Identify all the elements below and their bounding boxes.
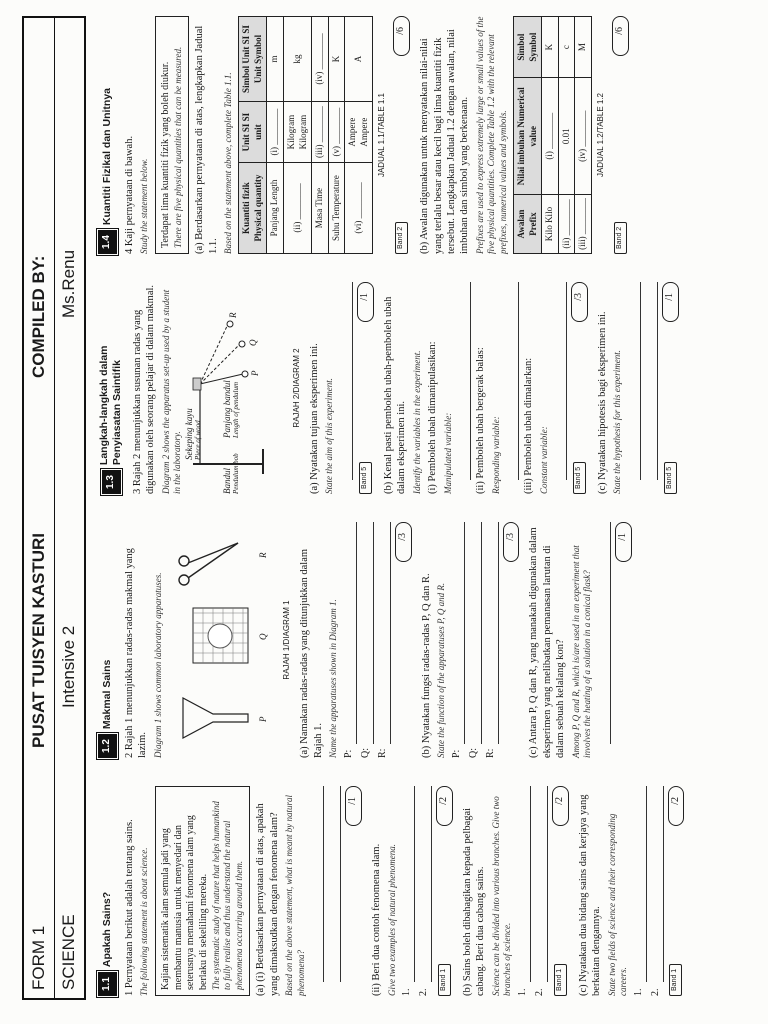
section-number: 1.4: [98, 230, 117, 254]
label-p: P: [258, 716, 269, 722]
question-1a-en: Based on the above statement, what is meant by natural phenomena?: [284, 795, 306, 996]
mark-box: /6: [612, 16, 629, 56]
column-1: [96, 786, 754, 996]
band-badge: Band 2: [395, 222, 408, 254]
mark-box: /1: [357, 282, 374, 322]
section-1-1-heading: [98, 786, 117, 996]
question-3b-iii: (iii) Pemboleh ubah dimalarkan:: [523, 357, 535, 494]
statement-ms: Kajian sistematik alam semula jadi yang membantu manusia untuk menyedari dan seterusnya memahami fenomena alam yang berlaku di sekeliling mereka.: [159, 815, 210, 990]
question-3b-i: (i) Pemboleh ubah dimanipulasikan:: [427, 341, 439, 494]
funnel-icon: [183, 698, 248, 738]
answer-line-q[interactable]: Q:: [467, 522, 482, 744]
column-4: [96, 16, 754, 254]
question-1c-en: State two fields of science and their corresponding careers.: [606, 813, 629, 996]
answer-line-p[interactable]: P:: [450, 522, 465, 744]
band-badge: Band 1: [554, 964, 567, 996]
answer-line[interactable]: [309, 786, 324, 982]
module-label: Intensive 2: [59, 625, 78, 708]
question-4-en: Study the statement below.: [139, 158, 150, 254]
band-badge: Band 5: [359, 462, 372, 494]
centre-name: PUSAT TUISYEN KASTURI: [29, 532, 48, 748]
column-2: [96, 522, 754, 758]
question-4b-en: Prefixes are used to express extremely large or small values of the five physical quantities. Complete Table 1.2 with the relevant prefixes, numerical values and symbols.: [474, 16, 508, 254]
band-badge: Band 5: [573, 462, 586, 494]
section-title: Kuantiti Fizikal dan Unitnya: [100, 87, 113, 226]
header-row-2: [54, 18, 84, 998]
question-2c: (c) Antara P, Q dan R, yang manakah digunakan dalam eksperimen yang melibatkan pemanasan larutan di dalam sebuah kelalang kon?: [528, 527, 567, 758]
table-1-1: Kuantiti fizik Physical quantity Unit SI SI unit Simbol Unit SI SI Unit Symbol Panjang Length (i) ________ m (ii) ________ Kilogram Kilogram kg Masa Time (iii) ________ (iv) ________ Suhu Temperature (v) ________ K (vi) ________ Ampere Ampere A: [238, 16, 373, 254]
mark-box: /3: [571, 282, 588, 322]
answer-line-p[interactable]: P:: [342, 522, 357, 744]
diagram-1-caption: RAJAH 1/DIAGRAM 1: [282, 600, 292, 680]
table-1-2-caption: JADUAL 1.2/TABLE 1.2: [596, 92, 605, 178]
answer-line[interactable]: 2.: [649, 786, 664, 982]
band-badge: Band 5: [664, 462, 677, 494]
table-row: Suhu Temperature (v) ________ K: [328, 17, 345, 254]
table-row: Kilo Kilo (i) ________ K: [542, 17, 559, 254]
answer-line-q[interactable]: Q:: [359, 522, 374, 744]
question-4a: (a) Berdasarkan pernyataan di atas, lengkapkan Jadual 1.1.: [194, 25, 219, 254]
question-3b-iii-en: Constant variable:: [538, 426, 549, 494]
question-2c-en: Among P, Q and R, which is/are used in an experiment that involves the heating of a solution in a conical flask?: [570, 545, 593, 758]
answer-line[interactable]: 1.: [400, 786, 415, 982]
mark-box: /1: [615, 522, 632, 562]
form-label: FORM 1: [29, 925, 48, 990]
question-1a-ii-en: Give two examples of natural phenomena.: [386, 844, 397, 996]
header-row-1: [24, 18, 55, 998]
question-1a-ii: (ii) Beri dua contoh fenomena alam.: [371, 843, 383, 996]
question-4: 4 Kaji pernyataan di bawah.: [123, 135, 135, 254]
table-row: (iii) ________ (iv) ________ M: [575, 17, 592, 254]
question-4b: (b) Awalan digunakan untuk menyatakan nilai-nilai yang terlalu besar atau kecil bagi lima kuantiti fizik tersebut. Lengkapkan Jadual 1.2 dengan awalan, nilai imbuhan dan simbol yang berkenaan.: [419, 29, 471, 254]
question-2b: (b) Nyatakan fungsi radas-radas P, Q dan R.: [420, 573, 432, 758]
section-number: 1.2: [98, 734, 117, 758]
question-4a-en: Based on the statement above, complete Table 1.1.: [222, 72, 233, 254]
section-number: 1.3: [102, 470, 121, 494]
question-1: 1 Pernyataan berikut adalah tentang sains.: [123, 819, 135, 996]
statement-en: The systematic study of nature that helps humankind to fully realise and thus understand the natural phenomena occurring around them.: [210, 801, 244, 990]
compiler-name: Ms.Renu: [59, 249, 78, 318]
statement-box: [155, 786, 251, 996]
statement-ms: Terdapat lima kuantiti fizik yang boleh diukur.: [159, 61, 171, 248]
answer-line[interactable]: [504, 282, 519, 480]
question-3b-ii-en: Responding variable:: [490, 416, 501, 494]
answer-line[interactable]: [643, 282, 658, 480]
answer-line[interactable]: 2.: [417, 786, 432, 982]
question-1b-en: Science can be divided into various branches. Give two branches of science.: [490, 796, 513, 996]
statement-box: [155, 16, 189, 254]
answer-line[interactable]: [552, 282, 567, 480]
question-2: 2 Rajah 1 menunjukkan radas-radas makmal yang lazim.: [123, 548, 149, 758]
section-1-4-heading: [98, 16, 117, 254]
mark-box: /1: [662, 282, 679, 322]
answer-line[interactable]: 2.: [533, 786, 548, 982]
question-3b-ii: (ii) Pemboleh ubah bergerak balas:: [475, 347, 487, 494]
answer-line[interactable]: 1.: [632, 786, 647, 982]
table-row: (ii) ________ Kilogram Kilogram kg: [284, 17, 312, 254]
mark-box: /1: [345, 786, 362, 826]
pendulum-bob-icon: [242, 371, 248, 377]
question-3b-en: Identify the variables in the experiment.: [411, 350, 422, 494]
answer-line[interactable]: [626, 282, 641, 480]
header-box: [22, 16, 86, 1000]
compiled-by-label: COMPILED BY:: [29, 255, 48, 378]
question-3c-en: State the hypothesis for this experiment.: [612, 350, 623, 494]
table-row: Masa Time (iii) ________ (iv) ________: [312, 17, 329, 254]
column-3: [96, 282, 754, 494]
label-q: Q: [258, 633, 269, 640]
table-row: Panjang Length (i) ________ m: [267, 17, 284, 254]
answer-line[interactable]: [596, 522, 611, 744]
tongs-icon: [179, 543, 238, 585]
answer-line-r[interactable]: R:: [484, 522, 499, 744]
question-2-en: Diagram 1 shows common laboratory apparatuses.: [152, 572, 163, 758]
answer-line-r[interactable]: R:: [376, 522, 391, 744]
band-badge: Band 1: [669, 964, 682, 996]
mark-box: /6: [393, 16, 410, 56]
statement-en: There are five physical quantities that can be measured.: [172, 46, 183, 248]
mark-box: /3: [503, 522, 520, 562]
diagram-2-caption: RAJAH 2/DIAGRAM 2: [291, 348, 301, 428]
question-3c: (c) Nyatakan hipotesis bagi eksperimen ini.: [596, 311, 608, 494]
section-number: 1.1: [98, 972, 117, 996]
question-3a: (a) Nyatakan tujuan eksperimen ini.: [309, 343, 321, 494]
band-badge: Band 2: [614, 222, 627, 254]
table-row: (ii) ________ 0.01 c: [558, 17, 575, 254]
question-1c: (c) Nyatakan dua bidang sains dan kerjaya yang berkaitan dengannya.: [577, 794, 603, 996]
section-title: Langkah-langkah dalam Penyiasatan Saintifik: [98, 345, 124, 466]
band-badge: Band 1: [438, 964, 451, 996]
question-2a: (a) Namakan radas-radas yang ditunjukkan dalam Rajah 1.: [299, 548, 324, 758]
mark-box: /2: [552, 786, 569, 826]
section-1-3-heading: [98, 282, 125, 494]
question-1b: (b) Sains boleh dibahagikan kepada pelbagai cabang. Beri dua cabang sains.: [461, 807, 487, 996]
table-1-1-caption: JADUAL 1.1/TABLE 1.1: [377, 92, 387, 178]
question-3-en: Diagram 2 shows the apparatus set-up used by a student in the laboratory.: [160, 289, 183, 494]
question-3b-i-en: Manipulated variable:: [442, 412, 453, 494]
section-title: Makmal Sains: [100, 659, 113, 730]
answer-line[interactable]: [456, 282, 471, 480]
mark-box: /2: [668, 786, 685, 826]
subject-label: SCIENCE: [59, 914, 78, 990]
question-3a-en: State the aim of this experiment.: [324, 378, 335, 494]
label-r: R: [258, 552, 269, 558]
section-title: Apakah Sains?: [100, 891, 113, 968]
question-2b-en: State the function of the apparatuses P, Q and R.: [436, 582, 447, 758]
mark-box: /3: [395, 522, 412, 562]
question-3b: (b) Kenal pasti pemboleh ubah-pemboleh ubah dalam eksperimen ini.: [382, 296, 408, 494]
table-row: (vi) ________ Ampere Ampere A: [345, 17, 373, 254]
answer-line[interactable]: [326, 786, 341, 982]
answer-line[interactable]: 1.: [516, 786, 531, 982]
mark-box: /2: [436, 786, 453, 826]
table-1-2: Awalan Prefix Nilai imbuhan Numerical value Simbol Symbol Kilo Kilo (i) ________ K (ii) ________ 0.01 c (iii) ________ (iv) ________ M: [513, 16, 592, 254]
question-3: 3 Rajah 2 menunjukkan susunan radas yang digunakan oleh seorang pelajar di dalam makmal.: [131, 284, 157, 494]
question-2a-en: Name the apparatuses shown in Diagram 1.: [328, 599, 339, 758]
answer-line[interactable]: [338, 282, 353, 480]
diagram-1: [168, 522, 278, 758]
section-1-2-heading: [98, 522, 117, 758]
diagram-2: Sekeping kayu Piece of wood Bandul Pendulum bob Panjang bandul Length of pendulum P Q R: [188, 282, 288, 494]
question-1-en: The following statement is about science.: [139, 847, 150, 996]
question-1a: (a) (i) Berdasarkan pernyataan di atas, apakah yang dimaksudkan dengan fenomena alam?: [255, 803, 280, 996]
